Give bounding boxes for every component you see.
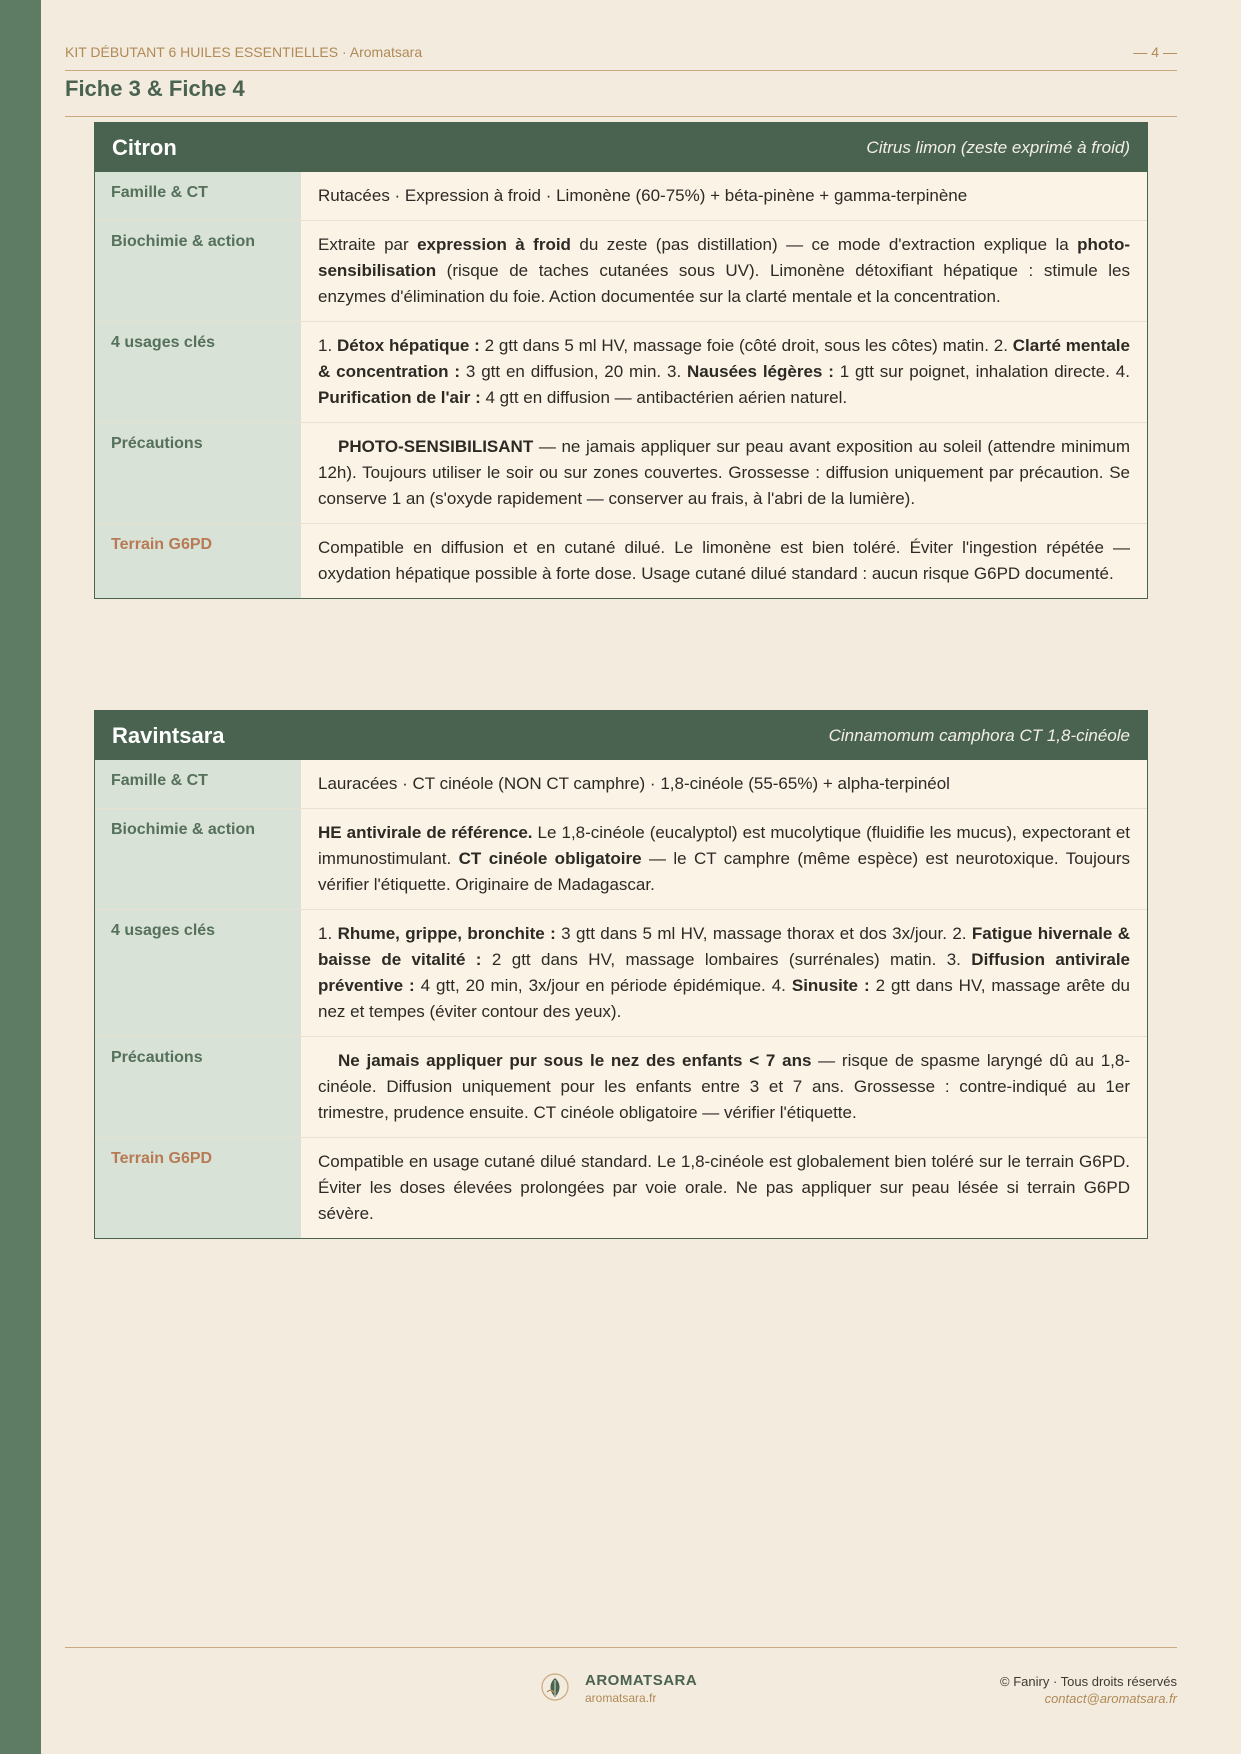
card-row xyxy=(95,422,1147,523)
bold-text: Fatigue hivernale & baisse de vitalité : xyxy=(318,924,1130,969)
card-row xyxy=(95,909,1147,1036)
latin-name: Cinnamomum camphora CT 1,8-cinéole xyxy=(828,725,1130,745)
text-segment: du zeste (pas distillation) — ce mode d'extraction explique la xyxy=(570,235,1078,254)
text-segment: 1. xyxy=(318,336,337,355)
text-segment: 4 gtt en diffusion — antibactérien aérien naturel. xyxy=(480,388,848,407)
row-label: Biochimie & action xyxy=(95,809,301,909)
card-row xyxy=(95,220,1147,321)
row-value xyxy=(301,524,1147,598)
card-row xyxy=(95,321,1147,422)
card-row xyxy=(95,1036,1147,1137)
header-divider xyxy=(65,70,1177,71)
contact-email[interactable]: contact@aromatsara.fr xyxy=(1044,1691,1177,1706)
bold-text: Sinusite : xyxy=(791,976,870,995)
text-segment: 3 gtt en diffusion, 20 min. 3. xyxy=(460,362,688,381)
section-title: Fiche 3 & Fiche 4 xyxy=(65,76,245,101)
row-value xyxy=(301,172,1147,220)
row-value xyxy=(301,809,1147,909)
bold-text: Ne jamais appliquer pur sous le nez des enfants < 7 ans xyxy=(338,1051,812,1070)
text-segment: 1 gtt sur poignet, inhalation directe. 4. xyxy=(833,362,1130,381)
card-row xyxy=(95,760,1147,808)
text-segment: — risque de spasme laryngé dû au 1,8-cinéole. Diffusion uniquement pour les enfants entre 3 et 7 ans. Grossesse : contre-indiqué au 1er trimestre, prudence ensuite. CT cinéole obligatoire — vérifier l'étiquette. xyxy=(318,1051,1130,1122)
row-label: Précautions xyxy=(95,423,301,523)
text-segment: — ne jamais appliquer sur peau avant exposition au soleil (attendre minimum 12h). Toujours utiliser le soir ou sur zones couvertes. Grossesse : diffusion uniquement par précaution. Se conserve 1 an (s'oxyde rapidement — conserver au frais, à l'abri de la lumière). xyxy=(318,437,1130,508)
row-label: Terrain G6PD xyxy=(95,524,301,598)
text-segment: 2 gtt dans 5 ml HV, massage foie (côté droit, sous les côtes) matin. 2. xyxy=(479,336,1013,355)
bold-text: expression à froid xyxy=(417,235,571,254)
text-segment: 4 gtt, 20 min, 3x/jour en période épidémique. 4. xyxy=(414,976,792,995)
text-segment: — le CT camphre (même espèce) est neurotoxique. Toujours vérifier l'étiquette. Originaire de Madagascar. xyxy=(318,849,1130,894)
footer-brand xyxy=(585,1672,697,1705)
card-row xyxy=(95,808,1147,909)
card-rows xyxy=(95,760,1147,1238)
row-label: 4 usages clés xyxy=(95,910,301,1036)
row-value xyxy=(301,760,1147,808)
card-header xyxy=(95,711,1147,760)
row-value xyxy=(301,221,1147,321)
text-segment: Compatible en diffusion et en cutané dilué. Le limonène est bien toléré. Éviter l'ingestion répétée — oxydation hépatique possible à forte dose. Usage cutané dilué standard : aucun risque G6PD documenté. xyxy=(318,538,1130,583)
latin-name: Citrus limon (zeste exprimé à froid) xyxy=(866,137,1130,157)
bold-text: Nausées légères : xyxy=(687,362,834,381)
row-value xyxy=(301,910,1147,1036)
row-label: Biochimie & action xyxy=(95,221,301,321)
text-segment: Extraite par xyxy=(318,235,418,254)
row-value xyxy=(301,1138,1147,1238)
page xyxy=(65,0,1177,1754)
text-segment: Rutacées · Expression à froid · Limonène (60-75%) + béta-pinène + gamma-terpinène xyxy=(318,186,968,205)
copyright: © Faniry · Tous droits réservés xyxy=(1000,1674,1177,1689)
leaf-logo-icon xyxy=(540,1672,570,1702)
text-segment: Le 1,8-cinéole (eucalyptol) est mucolytique (fluidifie les mucus), expectorant et immunostimulant. xyxy=(318,823,1130,868)
oil-name: Citron xyxy=(112,134,177,160)
row-value xyxy=(301,1037,1147,1137)
bold-text: Rhume, grippe, bronchite : xyxy=(337,924,556,943)
title-divider xyxy=(65,116,1177,117)
brand-url[interactable]: aromatsara.fr xyxy=(585,1691,657,1705)
oil-card-citron xyxy=(94,122,1148,599)
page-number: — 4 — xyxy=(1133,44,1177,60)
bold-text: Diffusion antivirale préventive : xyxy=(318,950,1130,995)
text-segment: (risque de taches cutanées sous UV). Limonène détoxifiant hépatique : stimule les enzymes d'élimination du foie. Action documentée sur la clarté mentale et la concentration. xyxy=(318,261,1130,306)
text-segment: 3 gtt dans 5 ml HV, massage thorax et dos 3x/jour. 2. xyxy=(555,924,972,943)
running-header xyxy=(65,44,1177,60)
row-value xyxy=(301,423,1147,523)
row-label: Terrain G6PD xyxy=(95,1138,301,1238)
bold-text: HE antivirale de référence. xyxy=(318,823,533,842)
text-segment: Lauracées · CT cinéole (NON CT camphre) · 1,8-cinéole (55-65%) + alpha-terpinéol xyxy=(318,774,950,793)
text-segment: 1. xyxy=(318,924,338,943)
row-label: Famille & CT xyxy=(95,760,301,808)
row-label: 4 usages clés xyxy=(95,322,301,422)
row-value xyxy=(301,322,1147,422)
left-accent-bar xyxy=(0,0,41,1754)
doc-title: KIT DÉBUTANT 6 HUILES ESSENTIELLES · Aromatsara xyxy=(65,44,423,60)
text-segment: 2 gtt dans HV, massage lombaires (surrénales) matin. 3. xyxy=(481,950,972,969)
bold-text: PHOTO-SENSIBILISANT xyxy=(338,437,534,456)
card-row xyxy=(95,172,1147,220)
text-segment: Compatible en usage cutané dilué standard. Le 1,8-cinéole est globalement bien toléré sur le terrain G6PD. Éviter les doses élevées prolongées par voie orale. Ne pas appliquer sur peau lésée si terrain G6PD sévère. xyxy=(318,1152,1130,1223)
text-segment: 2 gtt dans HV, massage arête du nez et tempes (éviter contour des yeux). xyxy=(318,976,1130,1021)
row-label: Précautions xyxy=(95,1037,301,1137)
row-label: Famille & CT xyxy=(95,172,301,220)
bold-text: Détox hépatique : xyxy=(337,336,480,355)
card-header xyxy=(95,123,1147,172)
footer-divider xyxy=(65,1647,1177,1648)
footer-right xyxy=(1000,1674,1177,1706)
brand-name: AROMATSARA xyxy=(585,1672,698,1689)
bold-text: Clarté mentale & concentration : xyxy=(318,336,1130,381)
card-row xyxy=(95,523,1147,598)
card-rows xyxy=(95,172,1147,598)
bold-text: Purification de l'air : xyxy=(318,388,481,407)
oil-card-ravintsara xyxy=(94,710,1148,1239)
oil-name: Ravintsara xyxy=(112,722,225,748)
card-row xyxy=(95,1137,1147,1238)
bold-text: photo-sensibilisation xyxy=(318,235,1130,280)
bold-text: CT cinéole obligatoire xyxy=(458,849,642,868)
